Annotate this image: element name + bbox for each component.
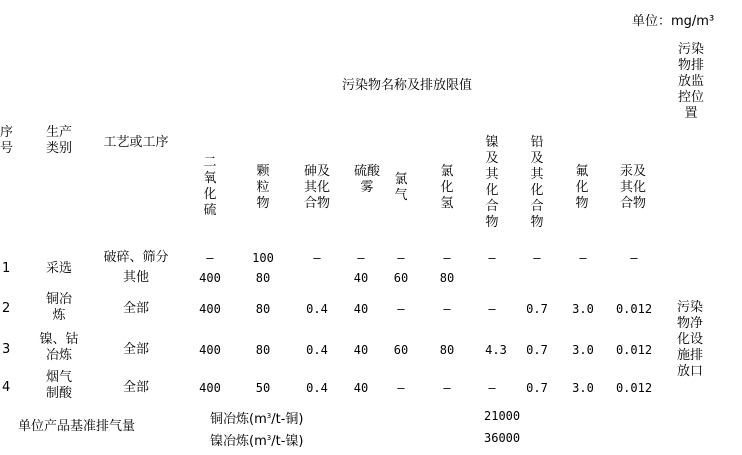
pollutant-header-so2: 二氧化硫 <box>203 155 217 218</box>
monitor-location-header: 污染物排放监控位置 <box>677 42 704 121</box>
row3-val-mercury: 0.012 <box>615 343 653 357</box>
table-title: 污染物名称及排放限值 <box>341 78 473 93</box>
row1-category: 采选 <box>45 261 73 276</box>
row3-val-lead: 0.7 <box>526 343 548 357</box>
row4-val-so2: 400 <box>199 381 221 395</box>
row1-val-particulate: 100 <box>252 251 274 265</box>
row2-val-particulate: 80 <box>255 302 271 316</box>
row4-val-nickel: — <box>488 381 496 395</box>
row3-val-chlorine: 60 <box>393 343 409 357</box>
row1-val-nickel: — <box>488 251 496 265</box>
row4-val-sulfuric: 40 <box>353 381 369 395</box>
row2-val-chlorine: — <box>397 302 405 316</box>
benchmark-value-copper: 21000 <box>484 409 521 423</box>
row1-val-chlorine: — <box>397 251 405 265</box>
pollutant-header-fluoride: 氟化物 <box>575 164 589 211</box>
pollutant-header-sulfuric-mist: 硫酸雾 <box>353 164 380 195</box>
row3-seq: 3 <box>2 342 11 357</box>
row4-val-particulate: 50 <box>255 381 271 395</box>
benchmark-value-nickel: 36000 <box>484 431 521 445</box>
row4-val-hcl: — <box>443 381 451 395</box>
row2-val-nickel: — <box>488 302 496 316</box>
row1b-val-so2: 400 <box>199 271 221 285</box>
monitor-location: 污染物净化设施排放口 <box>676 300 703 379</box>
pollutant-header-nickel: 镍及其化合物 <box>485 135 499 230</box>
row3-val-sulfuric: 40 <box>353 343 369 357</box>
pollutant-header-hcl: 氯化氢 <box>440 164 454 211</box>
row3-val-particulate: 80 <box>255 343 271 357</box>
row1b-val-sulfuric: 40 <box>353 271 369 285</box>
benchmark-label: 单位产品基准排气量 <box>18 419 136 434</box>
row4-val-mercury: 0.012 <box>615 381 653 395</box>
row1-val-mercury: — <box>630 251 638 265</box>
row2-val-arsenic: 0.4 <box>306 302 328 316</box>
row2-val-fluoride: 3.0 <box>572 302 594 316</box>
benchmark-item-nickel: 镍冶炼($m^3/t-$镍) <box>210 434 304 449</box>
process-header: 工艺或工序 <box>103 135 169 150</box>
pollutant-header-chlorine: 氯气 <box>394 172 408 203</box>
row2-seq: 2 <box>2 301 11 316</box>
row3-val-hcl: 80 <box>439 343 455 357</box>
row2-val-sulfuric: 40 <box>353 302 369 316</box>
row2-val-lead: 0.7 <box>526 302 548 316</box>
row1-process: 破碎、筛分 <box>103 250 169 265</box>
row3-val-nickel: 4.3 <box>485 343 507 357</box>
row3-val-so2: 400 <box>199 343 221 357</box>
row3-process: 全部 <box>122 342 150 357</box>
row4-val-chlorine: — <box>397 381 405 395</box>
pollutant-header-lead: 铅及其化合物 <box>530 135 544 230</box>
row2-process: 全部 <box>122 301 150 316</box>
row4-val-arsenic: 0.4 <box>306 381 328 395</box>
row3-category: 镍、钴冶炼 <box>39 332 79 363</box>
row3-val-fluoride: 3.0 <box>572 343 594 357</box>
row1b-val-hcl: 80 <box>439 271 455 285</box>
category-header: 生产类别 <box>45 125 72 156</box>
row1-seq: 1 <box>2 261 11 276</box>
row4-seq: 4 <box>2 380 11 395</box>
row1-val-so2: — <box>206 251 214 265</box>
row1b-val-particulate: 80 <box>255 271 271 285</box>
row1-val-arsenic: — <box>313 251 321 265</box>
row2-val-hcl: — <box>443 302 451 316</box>
unit-label: 单位：mg/m³ <box>632 14 715 29</box>
row2-val-mercury: 0.012 <box>615 302 653 316</box>
pollutant-header-particulate: 颗粒物 <box>256 164 270 211</box>
row4-val-fluoride: 3.0 <box>572 381 594 395</box>
benchmark-item-copper: 铜冶炼($m^3/t-$铜) <box>210 412 304 427</box>
seq-header: 序号 <box>0 125 14 156</box>
row1-val-lead: — <box>533 251 541 265</box>
row1b-val-chlorine: 60 <box>393 271 409 285</box>
row1-val-sulfuric: — <box>357 251 365 265</box>
row1-val-fluoride: — <box>579 251 587 265</box>
row4-category: 烟气制酸 <box>45 370 72 401</box>
pollutant-header-mercury: 汞及其化合物 <box>619 164 646 211</box>
row2-val-so2: 400 <box>199 302 221 316</box>
pollutant-header-arsenic: 砷及其化合物 <box>303 164 330 211</box>
row1-val-hcl: — <box>443 251 451 265</box>
row2-category: 铜冶炼 <box>45 292 72 323</box>
row4-process: 全部 <box>122 380 150 395</box>
row4-val-lead: 0.7 <box>526 381 548 395</box>
row3-val-arsenic: 0.4 <box>306 343 328 357</box>
row1b-process: 其他 <box>122 270 150 285</box>
